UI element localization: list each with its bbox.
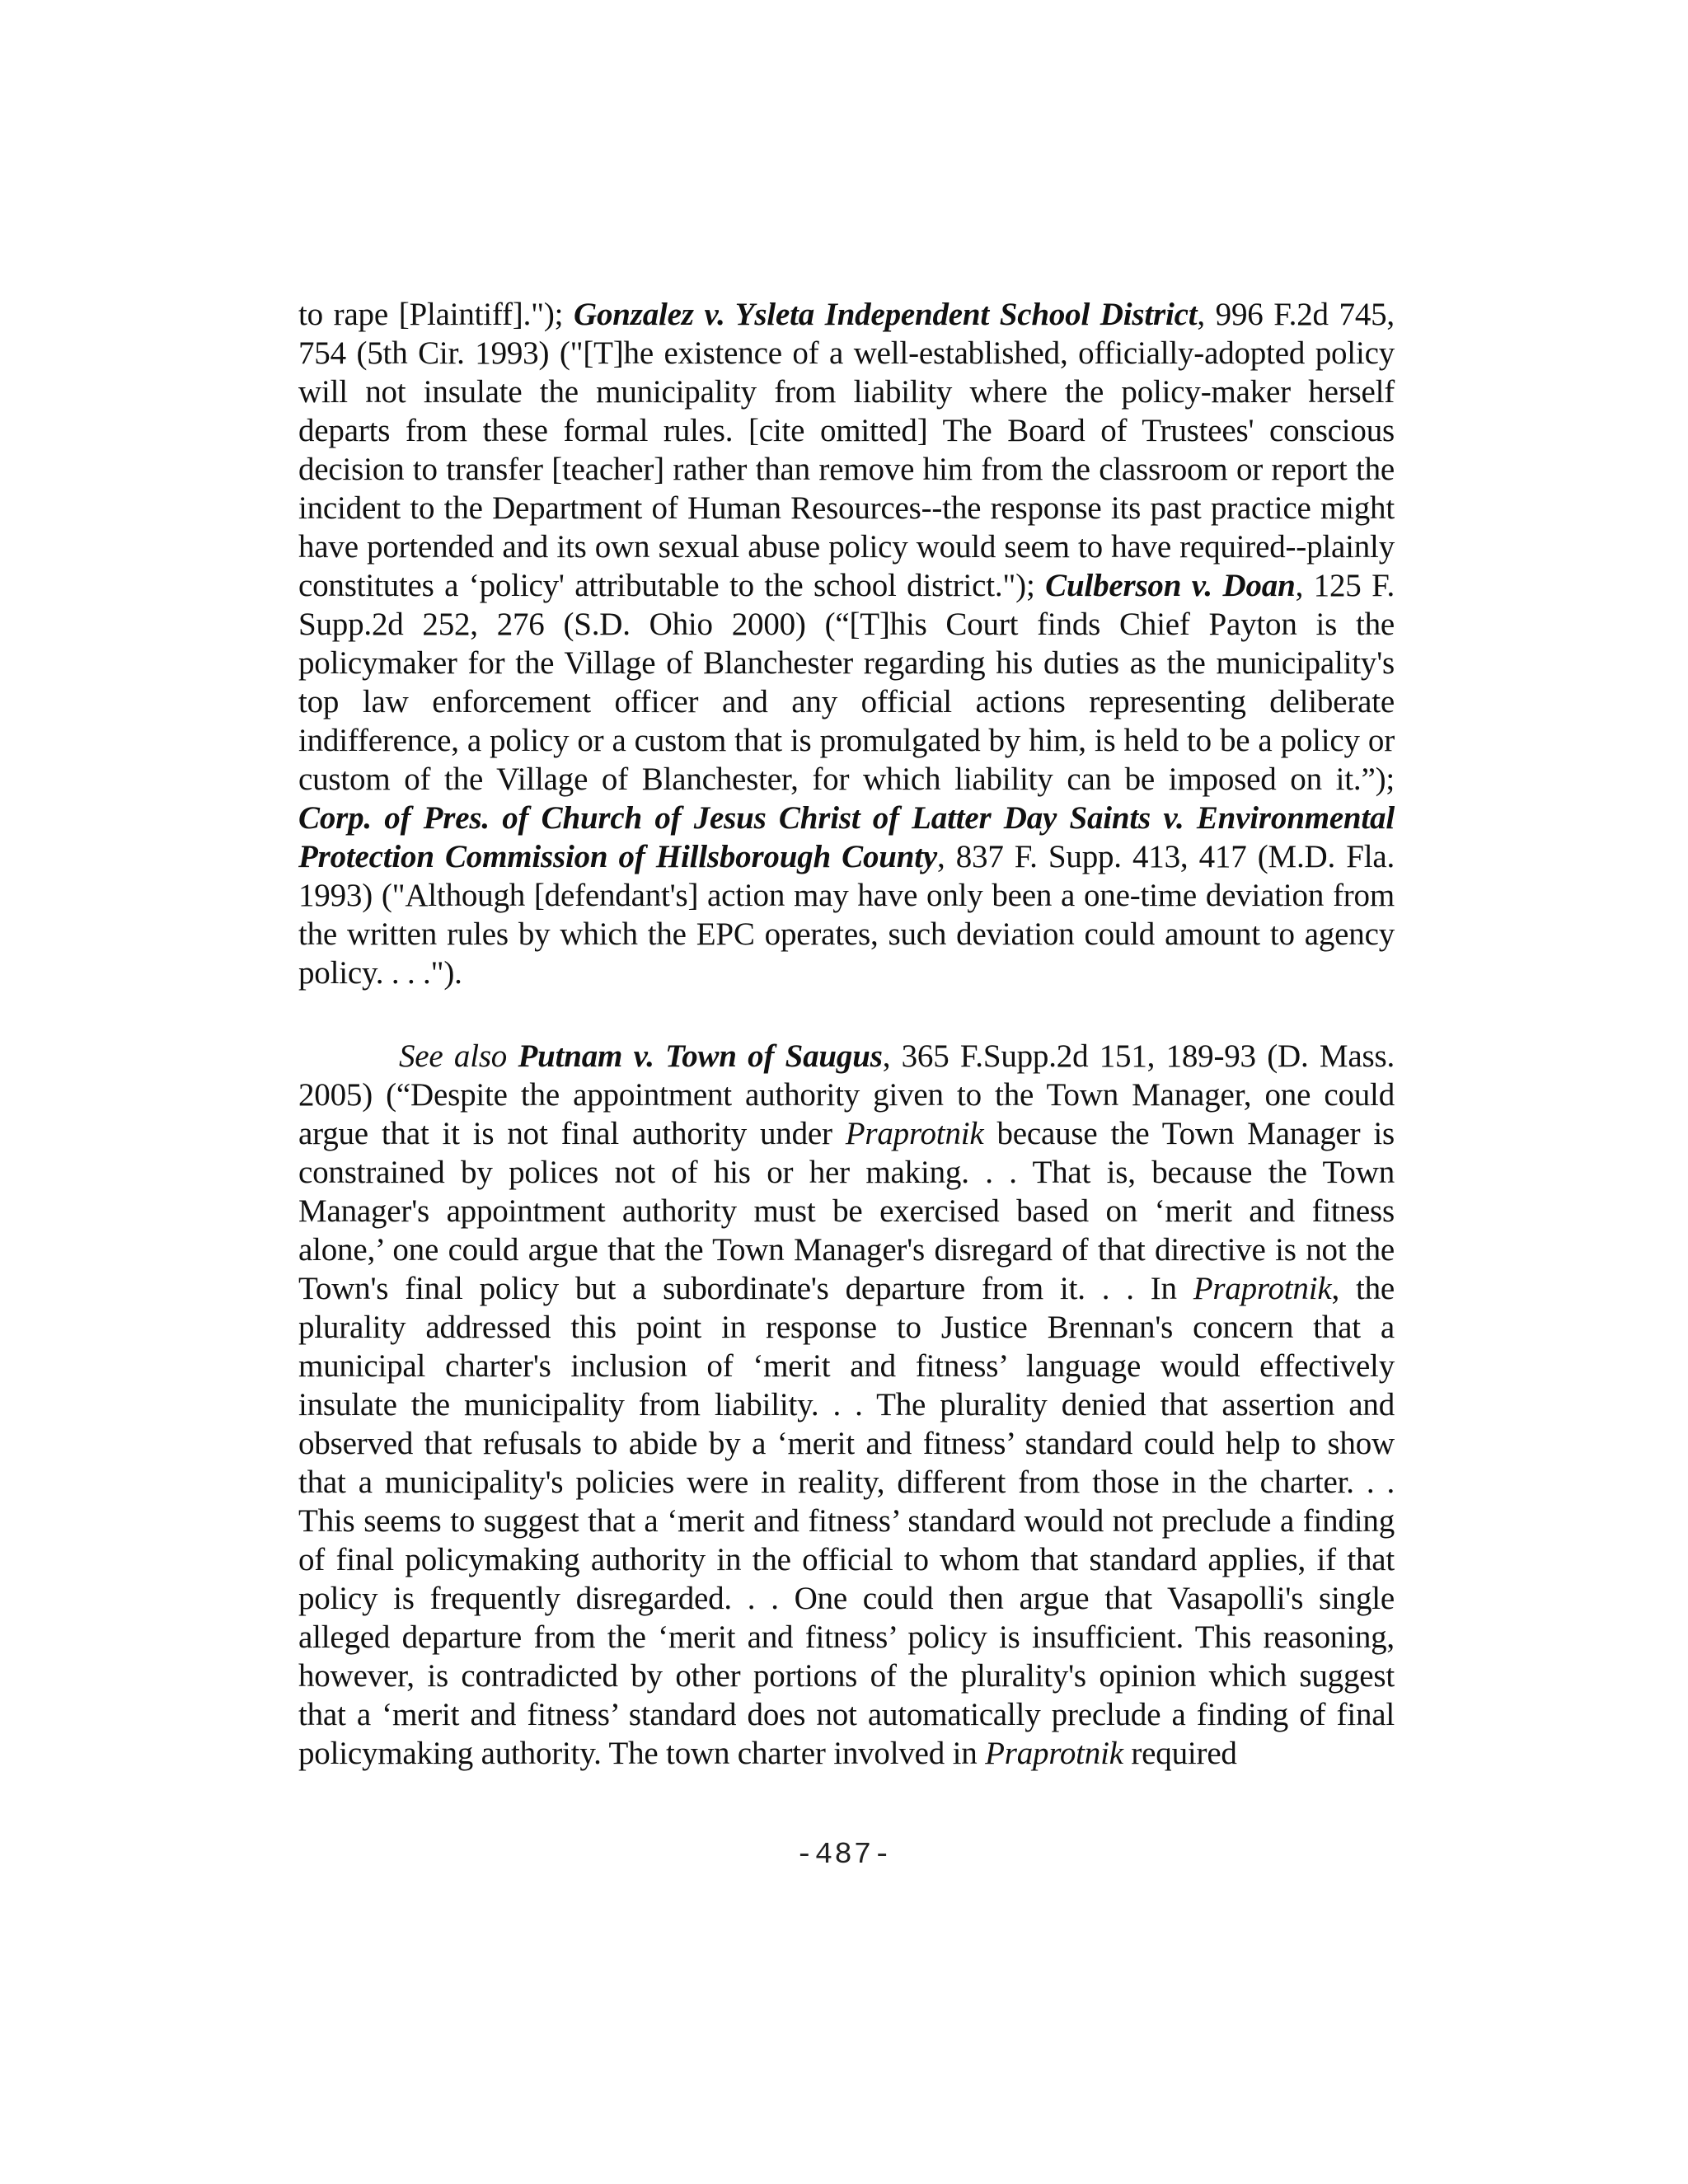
text-run: required [1123, 1736, 1237, 1771]
case-citation-culberson: Culberson v. Doan [1045, 568, 1296, 603]
case-citation-corp-pres-church: Corp. of Pres. of Church of Jesus Christ of Latter Day Saints v. Environmental Protection Commission of Hillsborough County [298, 800, 1395, 874]
text-run: , 837 F. Supp. 413, 417 (M.D. Fla. 1993) ("Although [defendant's] action may have only been a one-time deviation from the written rules by which the EPC operates, such deviation could amount to agency policy. . . ."). [298, 839, 1395, 991]
body-text-top [298, 295, 1395, 992]
text-run: because the Town Manager is constrained by polices not of his or her making. . . That is, because the Town Manager's appointment authority must be exercised based on ‘merit and fitness alone,’ one could argue that the Town Manager's disregard of that directive is not the Town's final policy but a subordinate's departure from it. . . In [298, 1116, 1395, 1306]
paragraph-see-also [298, 1037, 1395, 1773]
case-short-name: Praprotnik [845, 1116, 984, 1151]
body-text-bottom [298, 1037, 1395, 1773]
text-run: to rape [Plaintiff]."); [298, 297, 574, 332]
case-citation-putnam: Putnam v. Town of Saugus [518, 1038, 883, 1074]
text-run: , 125 F. Supp.2d 252, 276 (S.D. Ohio 2000) (“[T]his Court finds Chief Payton is the policymaker for the Village of Blanchester regarding his duties as the municipality's top law enforcement officer and any official actions representing deliberate indifference, a policy or a custom that is promulgated by him, is held to be a policy or custom of the Village of Blanchester, for which liability can be imposed on it.”); [298, 568, 1395, 797]
text-run: , 996 F.2d 745, 754 (5th Cir. 1993) ("[T]he existence of a well-established, officially-adopted policy will not insulate the municipality from liability where the policy-maker herself departs from these formal rules. [cite omitted] The Board of Trustees' conscious decision to transfer [teacher] rather than remove him from the classroom or report the incident to the Department of Human Resources--the response its past practice might have portended and its own sexual abuse policy would seem to have required--plainly constitutes a ‘policy' attributable to the school district."); [298, 297, 1395, 603]
signal-see-also: See also [399, 1038, 508, 1074]
case-short-name: Praprotnik [985, 1736, 1123, 1771]
text-run [507, 1038, 518, 1074]
text-run: , the plurality addressed this point in response to Justice Brennan's concern that a municipal charter's inclusion of ‘merit and fitness’ language would effectively insulate the municipality from liability. . . The plurality denied that assertion and observed that refusals to abide by a ‘merit and fitness’ standard could help to show that a municipality's policies were in reality, different from those in the charter. . . This seems to suggest that a ‘merit and fitness’ standard would not preclude a finding of final policymaking authority in the official to whom that standard applies, if that policy is frequently disregarded. . . One could then argue that Vasapolli's single alleged departure from the ‘merit and fitness’ policy is insufficient. This reasoning, however, is contradicted by other portions of the plurality's opinion which suggest that a ‘merit and fitness’ standard does not automatically preclude a finding of final policymaking authority. The town charter involved in [298, 1271, 1395, 1771]
text-run: , 365 F.Supp.2d 151, 189-93 (D. Mass. 2005) (“Despite the appointment authority given to the Town Manager, one could argue that it is not final authority under [298, 1038, 1395, 1151]
page-number: -487- [795, 1838, 893, 1872]
case-short-name: Praprotnik [1193, 1271, 1332, 1306]
case-citation-gonzalez: Gonzalez v. Ysleta Independent School District [574, 297, 1198, 332]
paragraph-continuation [298, 295, 1395, 992]
